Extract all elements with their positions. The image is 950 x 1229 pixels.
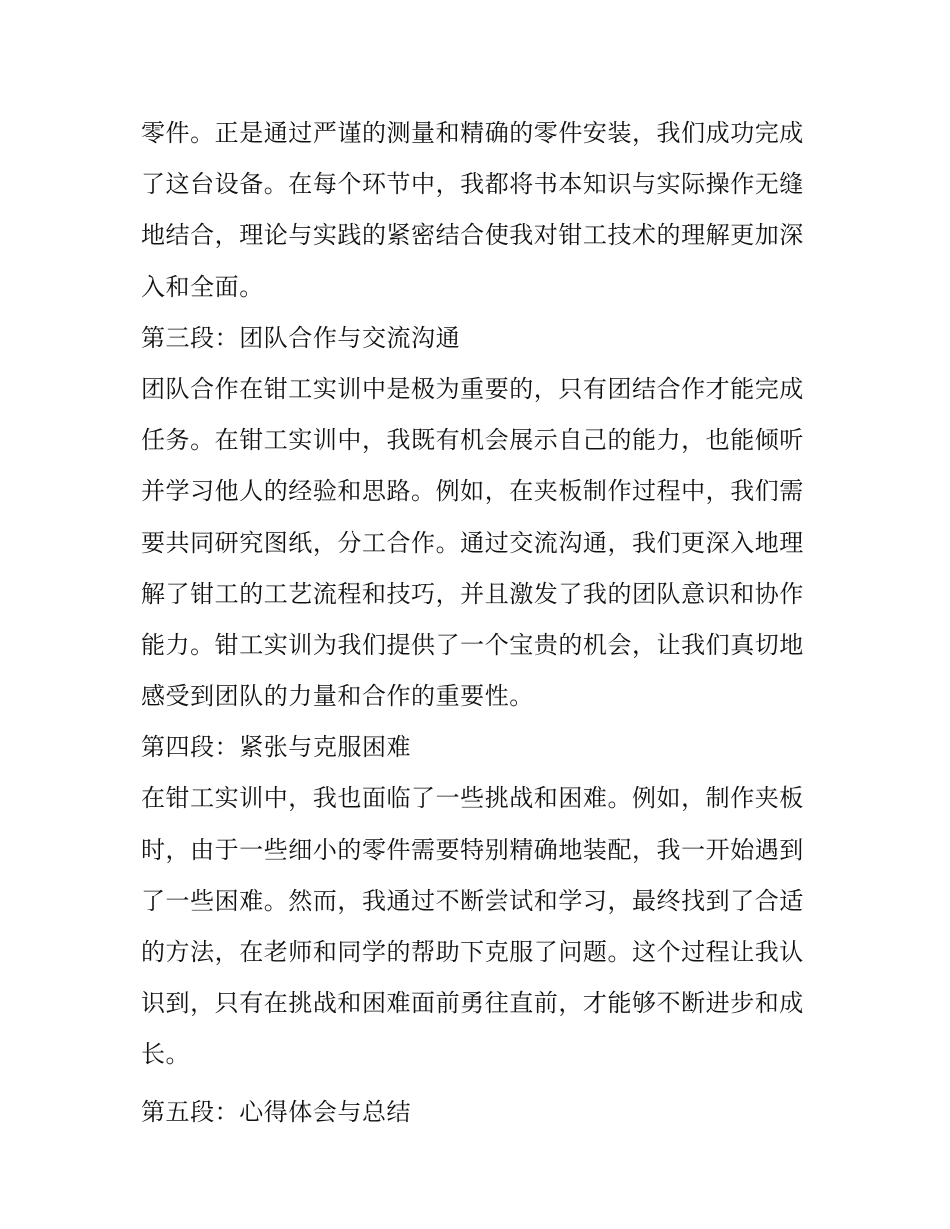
document-body bbox=[141, 108, 817, 1138]
paragraph-line: 识到，只有在挑战和困难面前勇往直前，才能够不断进步和成 bbox=[141, 989, 804, 1018]
paragraph-line: 长。 bbox=[141, 1040, 191, 1069]
paragraph-line: 的方法，在老师和同学的帮助下克服了问题。这个过程让我认 bbox=[141, 938, 804, 966]
paragraph-line: 零件。正是通过严谨的测量和精确的零件安装，我们成功完成 bbox=[141, 119, 804, 147]
paragraph-line: 了这台设备。在每个环节中，我都将书本知识与实际操作无缝 bbox=[141, 170, 804, 199]
section-heading-4: 第四段：紧张与克服困难 bbox=[141, 733, 412, 762]
paragraph-line: 任务。在钳工实训中，我既有机会展示自己的能力，也能倾听 bbox=[141, 426, 804, 455]
paragraph-line: 地结合，理论与实践的紧密结合使我对钳工技术的理解更加深 bbox=[141, 221, 804, 250]
paragraph-line: 团队合作在钳工实训中是极为重要的，只有团结合作才能完成 bbox=[141, 374, 804, 403]
paragraph-line: 感受到团队的力量和合作的重要性。 bbox=[141, 682, 534, 711]
section-heading-5: 第五段：心得体会与总结 bbox=[141, 1097, 412, 1126]
paragraph-line: 在钳工实训中，我也面临了一些挑战和困难。例如，制作夹板 bbox=[141, 784, 804, 813]
paragraph-line: 了一些困难。然而，我通过不断尝试和学习，最终找到了合适 bbox=[141, 886, 804, 915]
paragraph-line: 要共同研究图纸，分工合作。通过交流沟通，我们更深入地理 bbox=[141, 528, 804, 557]
paragraph-line: 入和全面。 bbox=[141, 272, 264, 301]
paragraph-line: 时，由于一些细小的零件需要特别精确地装配，我一开始遇到 bbox=[141, 835, 804, 864]
paragraph-line: 并学习他人的经验和思路。例如，在夹板制作过程中，我们需 bbox=[141, 477, 804, 506]
paragraph-line: 解了钳工的工艺流程和技巧，并且激发了我的团队意识和协作 bbox=[141, 579, 804, 608]
paragraph-line: 能力。钳工实训为我们提供了一个宝贵的机会，让我们真切地 bbox=[141, 630, 804, 659]
section-heading-3: 第三段：团队合作与交流沟通 bbox=[141, 323, 461, 352]
